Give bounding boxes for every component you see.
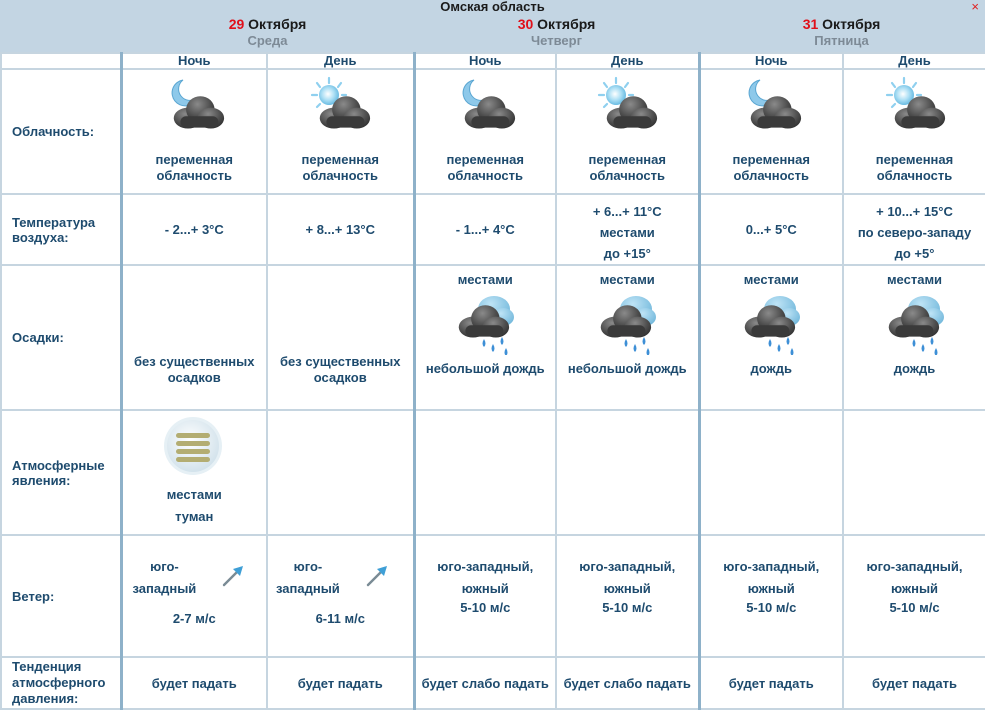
precipitation-note: местами xyxy=(886,272,943,287)
temperature-cell xyxy=(843,194,985,265)
precipitation-cell xyxy=(556,265,699,410)
wind-row xyxy=(1,535,985,657)
phenomena-label: Атмосферные явления: xyxy=(1,410,121,535)
temperature-value: - 2...+ 3°C xyxy=(164,222,224,237)
temperature-value: - 1...+ 4°C xyxy=(455,222,515,237)
precipitation-text: без существенных осадков xyxy=(279,354,401,385)
fog-icon xyxy=(163,416,225,478)
precipitation-cell xyxy=(267,265,414,410)
moon-cloud-icon xyxy=(740,76,802,132)
day-number: 31 xyxy=(802,16,819,32)
clouds-text: переменная облачность xyxy=(301,152,379,183)
day-month: Октября xyxy=(537,16,596,32)
rain-cloud-icon xyxy=(884,289,946,355)
wind-cell xyxy=(267,535,414,657)
day-month: Октября xyxy=(248,16,307,32)
day-number: 29 xyxy=(228,16,245,32)
temperature-value: 0...+ 5°C xyxy=(745,222,797,237)
clouds-cell xyxy=(843,69,985,194)
clouds-cell xyxy=(699,69,843,194)
wind-speed: 5-10 м/с xyxy=(602,600,653,615)
sun-cloud-icon xyxy=(596,76,658,132)
sun-cloud-icon xyxy=(884,76,946,132)
wind-cell xyxy=(556,535,699,657)
temperature-cell xyxy=(556,194,699,265)
temperature-value: + 8...+ 13°C xyxy=(305,222,376,237)
wind-direction: юго-западный, южный xyxy=(437,559,534,596)
wind-cell xyxy=(121,535,267,657)
forecast-header xyxy=(0,0,985,52)
day-header xyxy=(125,16,410,50)
day-weekday: Четверг xyxy=(531,33,582,48)
close-icon[interactable]: × xyxy=(971,0,979,14)
wind-cell xyxy=(699,535,843,657)
forecast-table xyxy=(0,52,985,710)
clouds-cell xyxy=(267,69,414,194)
period-day: День xyxy=(556,53,699,69)
period-day: День xyxy=(843,53,985,69)
wind-cell xyxy=(414,535,556,657)
precipitation-text: дождь xyxy=(750,361,792,376)
temperature-note: местами xyxy=(599,225,655,240)
wind-cell xyxy=(843,535,985,657)
period-row xyxy=(1,53,985,69)
temperature-note: по северо-западу xyxy=(857,225,972,240)
phenomena-cell xyxy=(556,410,699,535)
clouds-cell xyxy=(556,69,699,194)
precipitation-note: местами xyxy=(599,272,655,287)
precipitation-cell xyxy=(121,265,267,410)
pressure-cell: будет слабо падать xyxy=(556,657,699,709)
precipitation-note: местами xyxy=(743,272,799,287)
day-header xyxy=(414,16,699,50)
wind-speed: 5-10 м/с xyxy=(460,600,511,615)
precipitation-cell xyxy=(699,265,843,410)
pressure-cell: будет слабо падать xyxy=(414,657,556,709)
precipitation-row xyxy=(1,265,985,410)
clouds-text: переменная облачность xyxy=(875,152,954,183)
phenomena-text: местами туман xyxy=(166,487,222,524)
day-date xyxy=(414,16,699,32)
temperature-cell xyxy=(267,194,414,265)
phenomena-cell xyxy=(414,410,556,535)
temperature-cell xyxy=(699,194,843,265)
temperature-label: Температура воздуха: xyxy=(1,194,121,265)
clouds-text: переменная облачность xyxy=(732,152,810,183)
clouds-label: Облачность: xyxy=(1,69,121,194)
wind-speed: 6-11 м/с xyxy=(315,611,365,626)
wind-speed: 5-10 м/с xyxy=(746,600,797,615)
pressure-cell: будет падать xyxy=(121,657,267,709)
phenomena-cell xyxy=(121,410,267,535)
temperature-value: + 10...+ 15°C xyxy=(876,204,953,219)
period-night: Ночь xyxy=(699,53,843,69)
wind-direction: юго-западный, южный xyxy=(866,559,963,596)
phenomena-cell xyxy=(843,410,985,535)
wind-speed: 5-10 м/с xyxy=(889,600,940,615)
precipitation-label: Осадки: xyxy=(1,265,121,410)
clouds-cell xyxy=(121,69,267,194)
period-label-cell xyxy=(1,53,121,69)
period-night: Ночь xyxy=(121,53,267,69)
day-number: 30 xyxy=(517,16,534,32)
pressure-cell: будет падать xyxy=(699,657,843,709)
pressure-cell: будет падать xyxy=(843,657,985,709)
pressure-label: Тенденция атмосферного давления: xyxy=(1,657,121,709)
temperature-row xyxy=(1,194,985,265)
day-weekday: Среда xyxy=(247,33,288,48)
wind-direction: юго- западный xyxy=(276,559,340,596)
period-night: Ночь xyxy=(414,53,556,69)
temperature-value: + 6...+ 11°C xyxy=(592,204,662,219)
wind-direction: юго-западный, южный xyxy=(723,559,820,596)
clouds-cell xyxy=(414,69,556,194)
wind-speed: 2-7 м/с xyxy=(172,611,216,626)
rain-cloud-icon xyxy=(454,289,516,355)
precipitation-text: небольшой дождь xyxy=(425,361,545,376)
clouds-text: переменная облачность xyxy=(155,152,233,183)
wind-arrow-icon xyxy=(365,564,389,588)
precipitation-cell xyxy=(414,265,556,410)
region-title: Омская область xyxy=(440,0,545,14)
wind-direction: юго- западный xyxy=(132,559,197,596)
pressure-cell: будет падать xyxy=(267,657,414,709)
phenomena-cell xyxy=(699,410,843,535)
precipitation-text: без существенных осадков xyxy=(133,354,255,385)
wind-label: Ветер: xyxy=(1,535,121,657)
day-month: Октября xyxy=(822,16,881,32)
temperature-cell xyxy=(414,194,556,265)
precipitation-text: дождь xyxy=(893,361,936,376)
moon-cloud-icon xyxy=(163,76,225,132)
period-day: День xyxy=(267,53,414,69)
clouds-text: переменная облачность xyxy=(588,152,666,183)
precipitation-note: местами xyxy=(457,272,513,287)
clouds-row xyxy=(1,69,985,194)
phenomena-cell xyxy=(267,410,414,535)
day-weekday: Пятница xyxy=(814,33,869,48)
wind-arrow-icon xyxy=(221,564,245,588)
day-date xyxy=(125,16,410,32)
rain-cloud-icon xyxy=(596,289,658,355)
precipitation-text: небольшой дождь xyxy=(567,361,687,376)
day-date xyxy=(699,16,984,32)
temperature-note: до +5° xyxy=(894,246,935,261)
clouds-text: переменная облачность xyxy=(446,152,524,183)
moon-cloud-icon xyxy=(454,76,516,132)
temperature-note: до +15° xyxy=(603,246,651,261)
sun-cloud-icon xyxy=(309,76,371,132)
wind-direction: юго-западный, южный xyxy=(579,559,676,596)
phenomena-row xyxy=(1,410,985,535)
precipitation-cell xyxy=(843,265,985,410)
temperature-cell xyxy=(121,194,267,265)
pressure-row xyxy=(1,657,985,709)
rain-cloud-icon xyxy=(740,289,802,355)
day-header xyxy=(699,16,984,50)
